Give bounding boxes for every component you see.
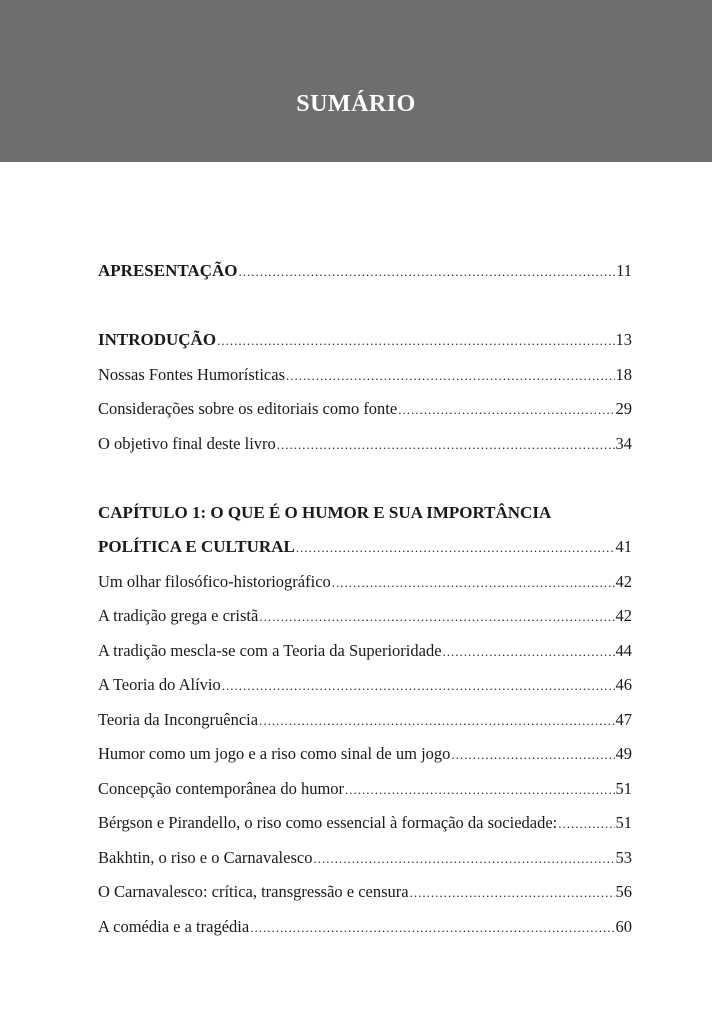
toc-entry[interactable] (98, 912, 632, 942)
toc-entry-label: Teoria da Incongruência (98, 710, 259, 729)
toc-entry[interactable] (98, 705, 632, 735)
toc-entry-page: 42 (615, 572, 632, 591)
toc-entry[interactable] (98, 808, 632, 838)
toc-entry-label: Bakhtin, o riso e o Carnavalesco (98, 848, 313, 867)
toc-entry-page: 49 (615, 744, 632, 763)
toc-entry-label: A Teoria do Alívio (98, 675, 221, 694)
toc-entry[interactable] (98, 601, 632, 631)
dot-leader (398, 395, 614, 425)
dot-leader (313, 844, 614, 874)
toc-entry[interactable] (98, 739, 632, 769)
toc-entry-page: 18 (615, 365, 632, 384)
toc-entry-label: A tradição grega e cristã (98, 606, 259, 625)
toc-entry-label: Nossas Fontes Humorísticas (98, 365, 285, 384)
toc-entry-page: 29 (615, 399, 632, 418)
dot-leader (443, 637, 615, 667)
toc-entry-page: 47 (615, 710, 632, 729)
dot-leader (238, 257, 615, 287)
toc-entry-label: POLÍTICA E CULTURAL (98, 537, 295, 556)
dot-leader (296, 533, 615, 563)
dot-leader (217, 326, 614, 356)
toc-entry-page: 42 (615, 606, 632, 625)
dot-leader (259, 706, 614, 736)
toc-entry-introducao[interactable] (98, 325, 632, 355)
toc-entry-page: 56 (615, 882, 632, 901)
toc-entry-label: A tradição mescla-se com a Teoria da Superioridade (98, 641, 442, 660)
dot-leader (259, 602, 614, 632)
dot-leader (277, 430, 615, 460)
toc-entry-label: APRESENTAÇÃO (98, 261, 238, 280)
toc-entry-page: 13 (615, 330, 632, 349)
toc-entry-label: Bérgson e Pirandello, o riso como essencial à formação da sociedade: (98, 813, 558, 832)
toc-entry[interactable] (98, 394, 632, 424)
toc-entry-label: Um olhar filosófico-historiográfico (98, 572, 331, 591)
dot-leader (451, 740, 614, 770)
toc-entry-page: 60 (615, 917, 632, 936)
toc-entry-capitulo-1[interactable] (98, 532, 632, 562)
toc-entry-page: 46 (615, 675, 632, 694)
toc-entry-page: 44 (615, 641, 632, 660)
toc-entry-page: 11 (616, 261, 632, 280)
toc-entry-label: O Carnavalesco: crítica, transgressão e censura (98, 882, 409, 901)
toc-entry-apresentacao[interactable] (98, 256, 632, 286)
toc-entry-label: INTRODUÇÃO (98, 330, 217, 349)
toc-entry-page: 51 (615, 813, 632, 832)
toc-entry-label: Considerações sobre os editoriais como fonte (98, 399, 398, 418)
toc-entry-label: O objetivo final deste livro (98, 434, 276, 453)
toc-entry[interactable] (98, 670, 632, 700)
toc-entry-page: 53 (615, 848, 632, 867)
toc-entry[interactable] (98, 567, 632, 597)
toc-entry[interactable] (98, 636, 632, 666)
toc-entry-page: 41 (615, 537, 632, 556)
dot-leader (345, 775, 614, 805)
toc-entry-label: Humor como um jogo e a riso como sinal de um jogo (98, 744, 451, 763)
toc-entry[interactable] (98, 843, 632, 873)
toc-entry-page: 34 (615, 434, 632, 453)
chapter-heading-line-1[interactable]: CAPÍTULO 1: O QUE É O HUMOR E SUA IMPORTÂNCIA (98, 503, 552, 522)
toc-entry[interactable] (98, 360, 632, 390)
header-band (0, 0, 712, 162)
toc-entry-label: Concepção contemporânea do humor (98, 779, 345, 798)
dot-leader (250, 913, 614, 943)
toc-entry[interactable] (98, 877, 632, 907)
dot-leader (410, 878, 615, 908)
toc-entry-page: 51 (615, 779, 632, 798)
dot-leader (558, 809, 614, 839)
toc-entry[interactable] (98, 774, 632, 804)
toc-entry[interactable] (98, 429, 632, 459)
toc-entry-label: A comédia e a tragédia (98, 917, 250, 936)
dot-leader (286, 361, 615, 391)
dot-leader (332, 568, 615, 598)
dot-leader (222, 671, 615, 701)
page-title: SUMÁRIO (296, 91, 416, 117)
